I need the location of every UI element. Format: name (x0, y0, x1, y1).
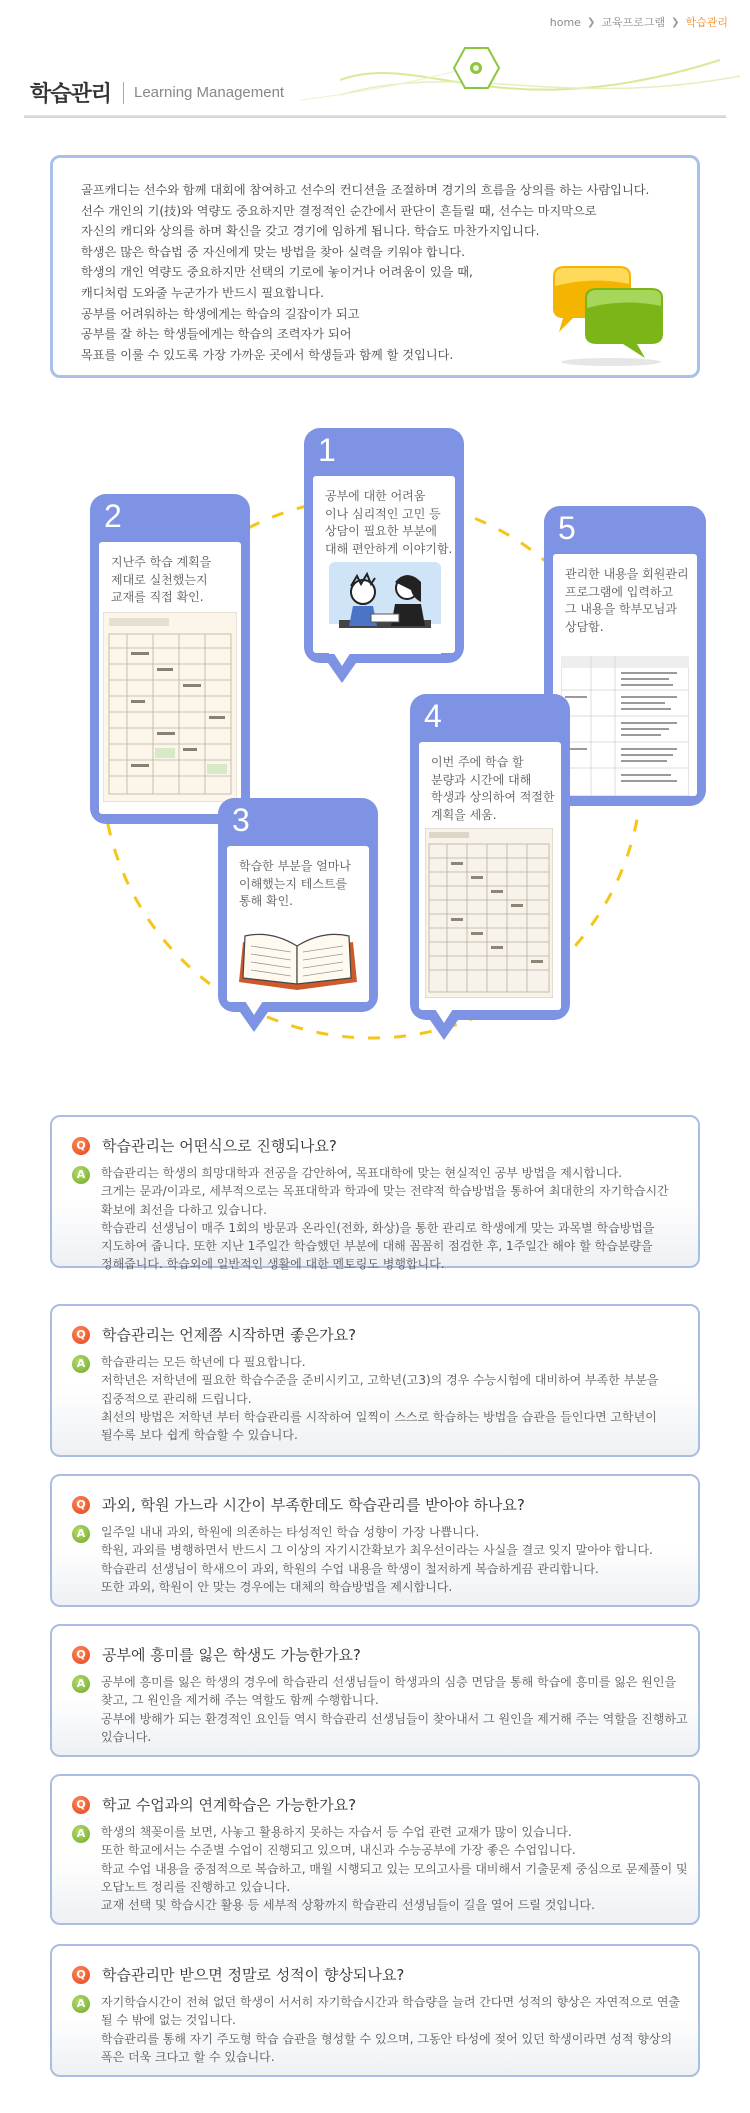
question-icon: Q (72, 1496, 90, 1514)
step-card-2 (90, 494, 250, 824)
answer-icon: A (72, 1525, 90, 1543)
process-steps (0, 420, 750, 1060)
breadcrumb-section[interactable]: 교육프로그램 (601, 16, 666, 29)
faq-answer: 일주일 내내 과외, 학원에 의존하는 타성적인 학습 성향이 가장 나쁩니다. 학원, 과외를 병행하면서 반드시 그 이상의 자기시간확보가 최우선이라는 사실을 결코 잊지 말아야 합니다. 학습관리 선생님이 학새으이 과외, 학원의 수업 내용을 학생이 철저하게 복습하게끔 관리합니다. 또한 과외, 학원이 안 맞는 경우에는 대체의 학습방법을 제시합니다. (101, 1525, 653, 1594)
faq-answer: 학습관리는 학생의 희망대학과 전공을 감안하여, 목표대학에 맞는 현실적인 공부 방법을 제시합니다. 크게는 문과/이과로, 세부적으로는 목표대학과 학과에 맞는 전략적 학습방법을 통하여 최대한의 자기학습시간 확보에 최선을 다하고 있습니다. 학습관리 선생님이 매주 1회의 방문과 온라인(전화, 화상)을 통한 관리로 학생에게 맞는 과목별 학습방법을 지도하여 줍니다. 또한 지난 1주일간 학습했던 부분에 대해 꼼꼼히 점검한 후, 1주일간 해야 할 학습분량을 정해줍니다. 학습외에 일반적인 생활에 대한 멘토링도 병행합니다. (101, 1166, 669, 1272)
answer-icon: A (72, 1995, 90, 2013)
step-number: 5 (558, 510, 576, 546)
faq-item-5 (50, 1774, 700, 1925)
step-number: 1 (318, 432, 336, 468)
faq-answer: 학습관리는 모든 학년에 다 필요합니다. 저학년은 저학년에 필요한 학습수준을 준비시키고, 고학년(고3)의 경우 수능시험에 대비하여 부족한 부분을 집중적으로 관리해 드립니다. 최선의 방법은 저학년 부터 학습관리를 시작하여 일찍이 스스로 학습하는 방법을 습관을 들인다면 고학년이 될수록 보다 쉽게 학습할 수 있습니다. (101, 1355, 659, 1443)
counseling-illustration (329, 562, 441, 654)
breadcrumb (550, 14, 728, 30)
page-subtitle: Learning Management (134, 84, 285, 101)
faq-item-1 (50, 1115, 700, 1272)
faq-item-3 (50, 1474, 700, 1607)
study-plan-sheet-image (103, 612, 237, 802)
header-swoosh-decoration (0, 40, 750, 120)
step-text: 관리한 내용을 회원관리 프로그램에 입력하고 그 내용을 학부모님과 상담함. (565, 567, 689, 634)
answer-icon: A (72, 1355, 90, 1373)
step-card-3 (218, 798, 378, 1012)
answer-icon: A (72, 1166, 90, 1184)
faq-question: 학습관리만 받으면 정말로 성적이 향상되나요? (102, 1966, 405, 1984)
step-card-4 (410, 694, 570, 1020)
step-text: 학습한 부분을 얼마나 이해했는지 테스트를 통해 확인. (239, 859, 351, 908)
faq-item-6 (50, 1944, 700, 2077)
step-number: 2 (104, 498, 122, 534)
question-icon: Q (72, 1326, 90, 1344)
breadcrumb-current: 학습관리 (685, 16, 728, 29)
faq-question: 과외, 학원 가느라 시간이 부족한데도 학습관리를 받아야 하나요? (102, 1496, 525, 1514)
question-icon: Q (72, 1646, 90, 1664)
open-book-icon (235, 924, 361, 994)
faq-answer: 자기학습시간이 전혀 없던 학생이 서서히 자기학습시간과 학습량을 늘려 간다면 성적의 향상은 자연적으로 연출 될 수 밖에 없는 것입니다. 학습관리를 통해 자기 주도형 학습 습관을 형성할 수 있으며, 그동안 타성에 젖어 있던 학생이라면 성적 향상의 폭은 더욱 크다고 할 수 있습니다. (101, 1995, 681, 2064)
chevron-right-icon: ❯ (671, 16, 680, 28)
page-header (0, 40, 750, 120)
faq-question: 학습관리는 언제쯤 시작하면 좋은가요? (102, 1326, 357, 1344)
question-icon: Q (72, 1796, 90, 1814)
faq-question: 공부에 흥미를 잃은 학생도 가능한가요? (102, 1646, 361, 1664)
step-text: 이번 주에 학습 할 분량과 시간에 대해 학생과 상의하여 적절한 계획을 세움. (431, 755, 555, 822)
step-card-1 (304, 428, 464, 663)
weekly-plan-sheet-image (425, 828, 553, 998)
faq-item-2 (50, 1304, 700, 1457)
faq-answer: 학생의 책꽂이를 보면, 사놓고 활용하지 못하는 자습서 등 수업 관련 교재가 많이 있습니다. 또한 학교에서는 수준별 수업이 진행되고 있으며, 내신과 수능공부에 가장 좋은 수업입니다. 학교 수업 내용을 중점적으로 복습하고, 매월 시행되고 있는 모의고사를 대비해서 기출문제 중심으로 문제풀이 및 오답노트 정리를 진행하고 있습니다. 교재 선택 및 학습시간 활용 등 세부적 상황까지 학습관리 선생님들이 길을 열어 드릴 것입니다. (101, 1825, 688, 1913)
faq-question: 학교 수업과의 연계학습은 가능한가요? (102, 1796, 357, 1814)
intro-text: 골프캐디는 선수와 함께 대회에 참여하고 선수의 컨디션을 조절하며 경기의 흐름을 상의를 하는 사람입니다. 선수 개인의 기(技)와 역량도 중요하지만 결정적인 순간에서 판단이 흔들릴 때, 선수는 마지막으로 자신의 캐디와 상의를 하며 확신을 갖고 경기에 임하게 됩니다. 학습도 마찬가지입니다. 학생은 많은 학습법 중 자신에게 맞는 방법을 찾아 실력을 키워야 합니다. 학생의 개인 역량도 중요하지만 선택의 기로에 놓이거나 어려움이 있을 때, 캐디처럼 도와줄 누군가가 반드시 필요합니다. 공부를 어려워하는 학생에게는 학습의 길잡이가 되고 공부를 잘 하는 학생들에게는 학습의 조력자가 되어 목표를 이룰 수 있도록 가장 가까운 곳에서 학생들과 함께 할 것입니다. (81, 183, 650, 362)
step-text: 공부에 대한 어려움 이나 심리적인 고민 등 상담이 필요한 부분에 대해 편안하게 이야기함. (325, 489, 453, 556)
breadcrumb-home[interactable]: home (549, 15, 581, 29)
step-text: 지난주 학습 계획을 제대로 실천했는지 교재를 직접 확인. (111, 555, 212, 604)
answer-icon: A (72, 1675, 90, 1693)
question-icon: Q (72, 1137, 90, 1155)
chevron-right-icon: ❯ (586, 16, 596, 28)
header-divider (24, 115, 726, 118)
member-record-sheet-image (561, 656, 689, 796)
page-title: 학습관리 (30, 82, 112, 107)
question-icon: Q (72, 1966, 90, 1984)
step-number: 4 (424, 698, 442, 734)
faq-item-4 (50, 1624, 700, 1757)
speech-bubbles-icon (533, 258, 673, 368)
faq-question: 학습관리는 어떤식으로 진행되나요? (102, 1137, 337, 1155)
faq-answer: 공부에 흥미를 잃은 학생의 경우에 학습관리 선생님들이 학생과의 심층 면담을 통해 학습에 흥미를 잃은 원인을 찾고, 그 원인을 제거해 주는 역할도 함께 수행합니다. 공부에 방해가 되는 환경적인 요인들 역시 학습관리 선생님들이 찾아내서 그 원인을 제거해 주는 역할을 진행하고 있습니다. (101, 1675, 688, 1744)
title-divider (123, 82, 124, 104)
step-number: 3 (232, 802, 250, 838)
intro-box (50, 155, 700, 378)
answer-icon: A (72, 1825, 90, 1843)
